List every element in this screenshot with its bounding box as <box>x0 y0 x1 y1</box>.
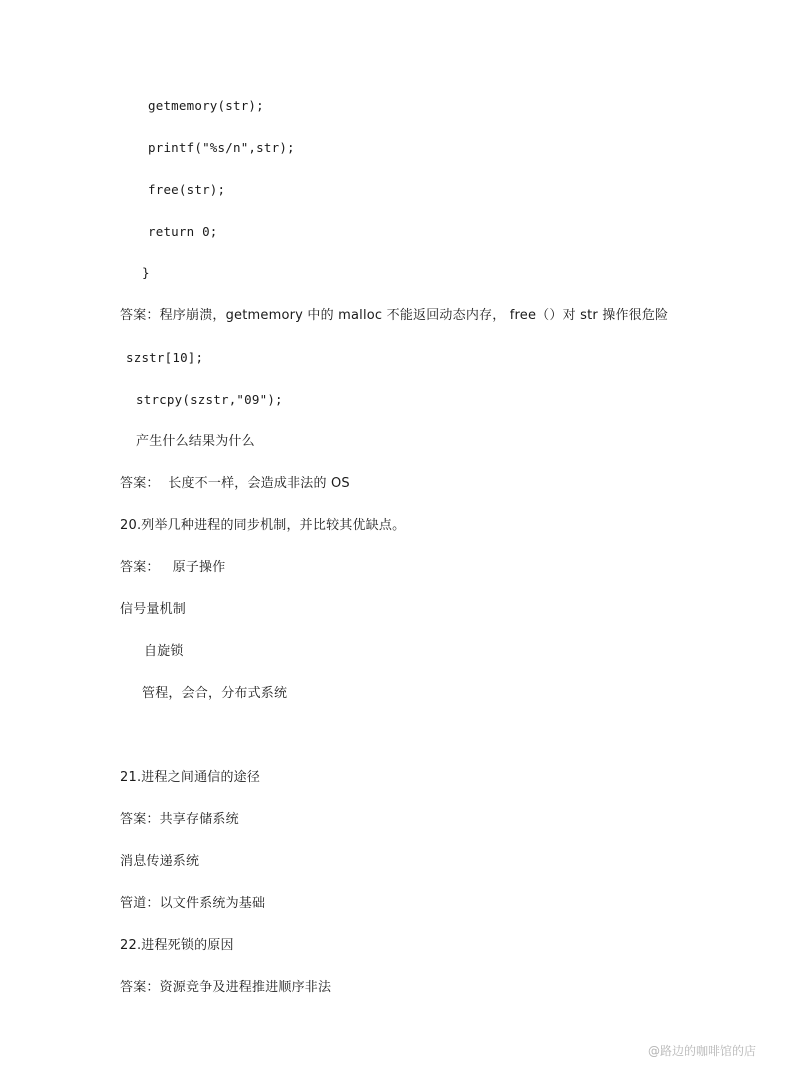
answer-length: 答案： 长度不一样，会造成非法的 OS <box>120 476 350 491</box>
question-text: 产生什么结果为什么 <box>136 434 255 449</box>
code-line-return: return 0; <box>148 224 218 239</box>
item-pipe: 管道：以文件系统为基础 <box>120 896 266 911</box>
item-monitor: 管程，会合，分布式系统 <box>142 686 288 701</box>
question-20: 20.列举几种进程的同步机制，并比较其优缺点。 <box>120 518 406 533</box>
code-line-free: free(str); <box>148 182 226 197</box>
question-22: 22.进程死锁的原因 <box>120 938 234 953</box>
answer-atomic: 答案： 原子操作 <box>120 560 226 575</box>
answer-getmemory: 答案：程序崩溃，getmemory 中的 malloc 不能返回动态内存， free（）对 str 操作很危险 <box>120 308 669 323</box>
item-message: 消息传递系统 <box>120 854 200 869</box>
item-spinlock: 自旋锁 <box>144 644 184 659</box>
code-line-brace: } <box>142 265 150 280</box>
code-line-getmemory: getmemory(str); <box>148 98 264 113</box>
question-21: 21.进程之间通信的途径 <box>120 770 261 785</box>
item-semaphore: 信号量机制 <box>120 602 187 617</box>
code-line-strcpy: strcpy(szstr,"09"); <box>136 392 283 407</box>
answer-shared-mem: 答案：共享存储系统 <box>120 812 239 827</box>
answer-deadlock: 答案：资源竞争及进程推进顺序非法 <box>120 980 332 995</box>
watermark-text: @路边的咖啡馆的店 <box>647 1044 756 1058</box>
code-line-szstr: szstr[10]; <box>126 350 204 365</box>
code-line-printf: printf("%s/n",str); <box>148 140 295 155</box>
